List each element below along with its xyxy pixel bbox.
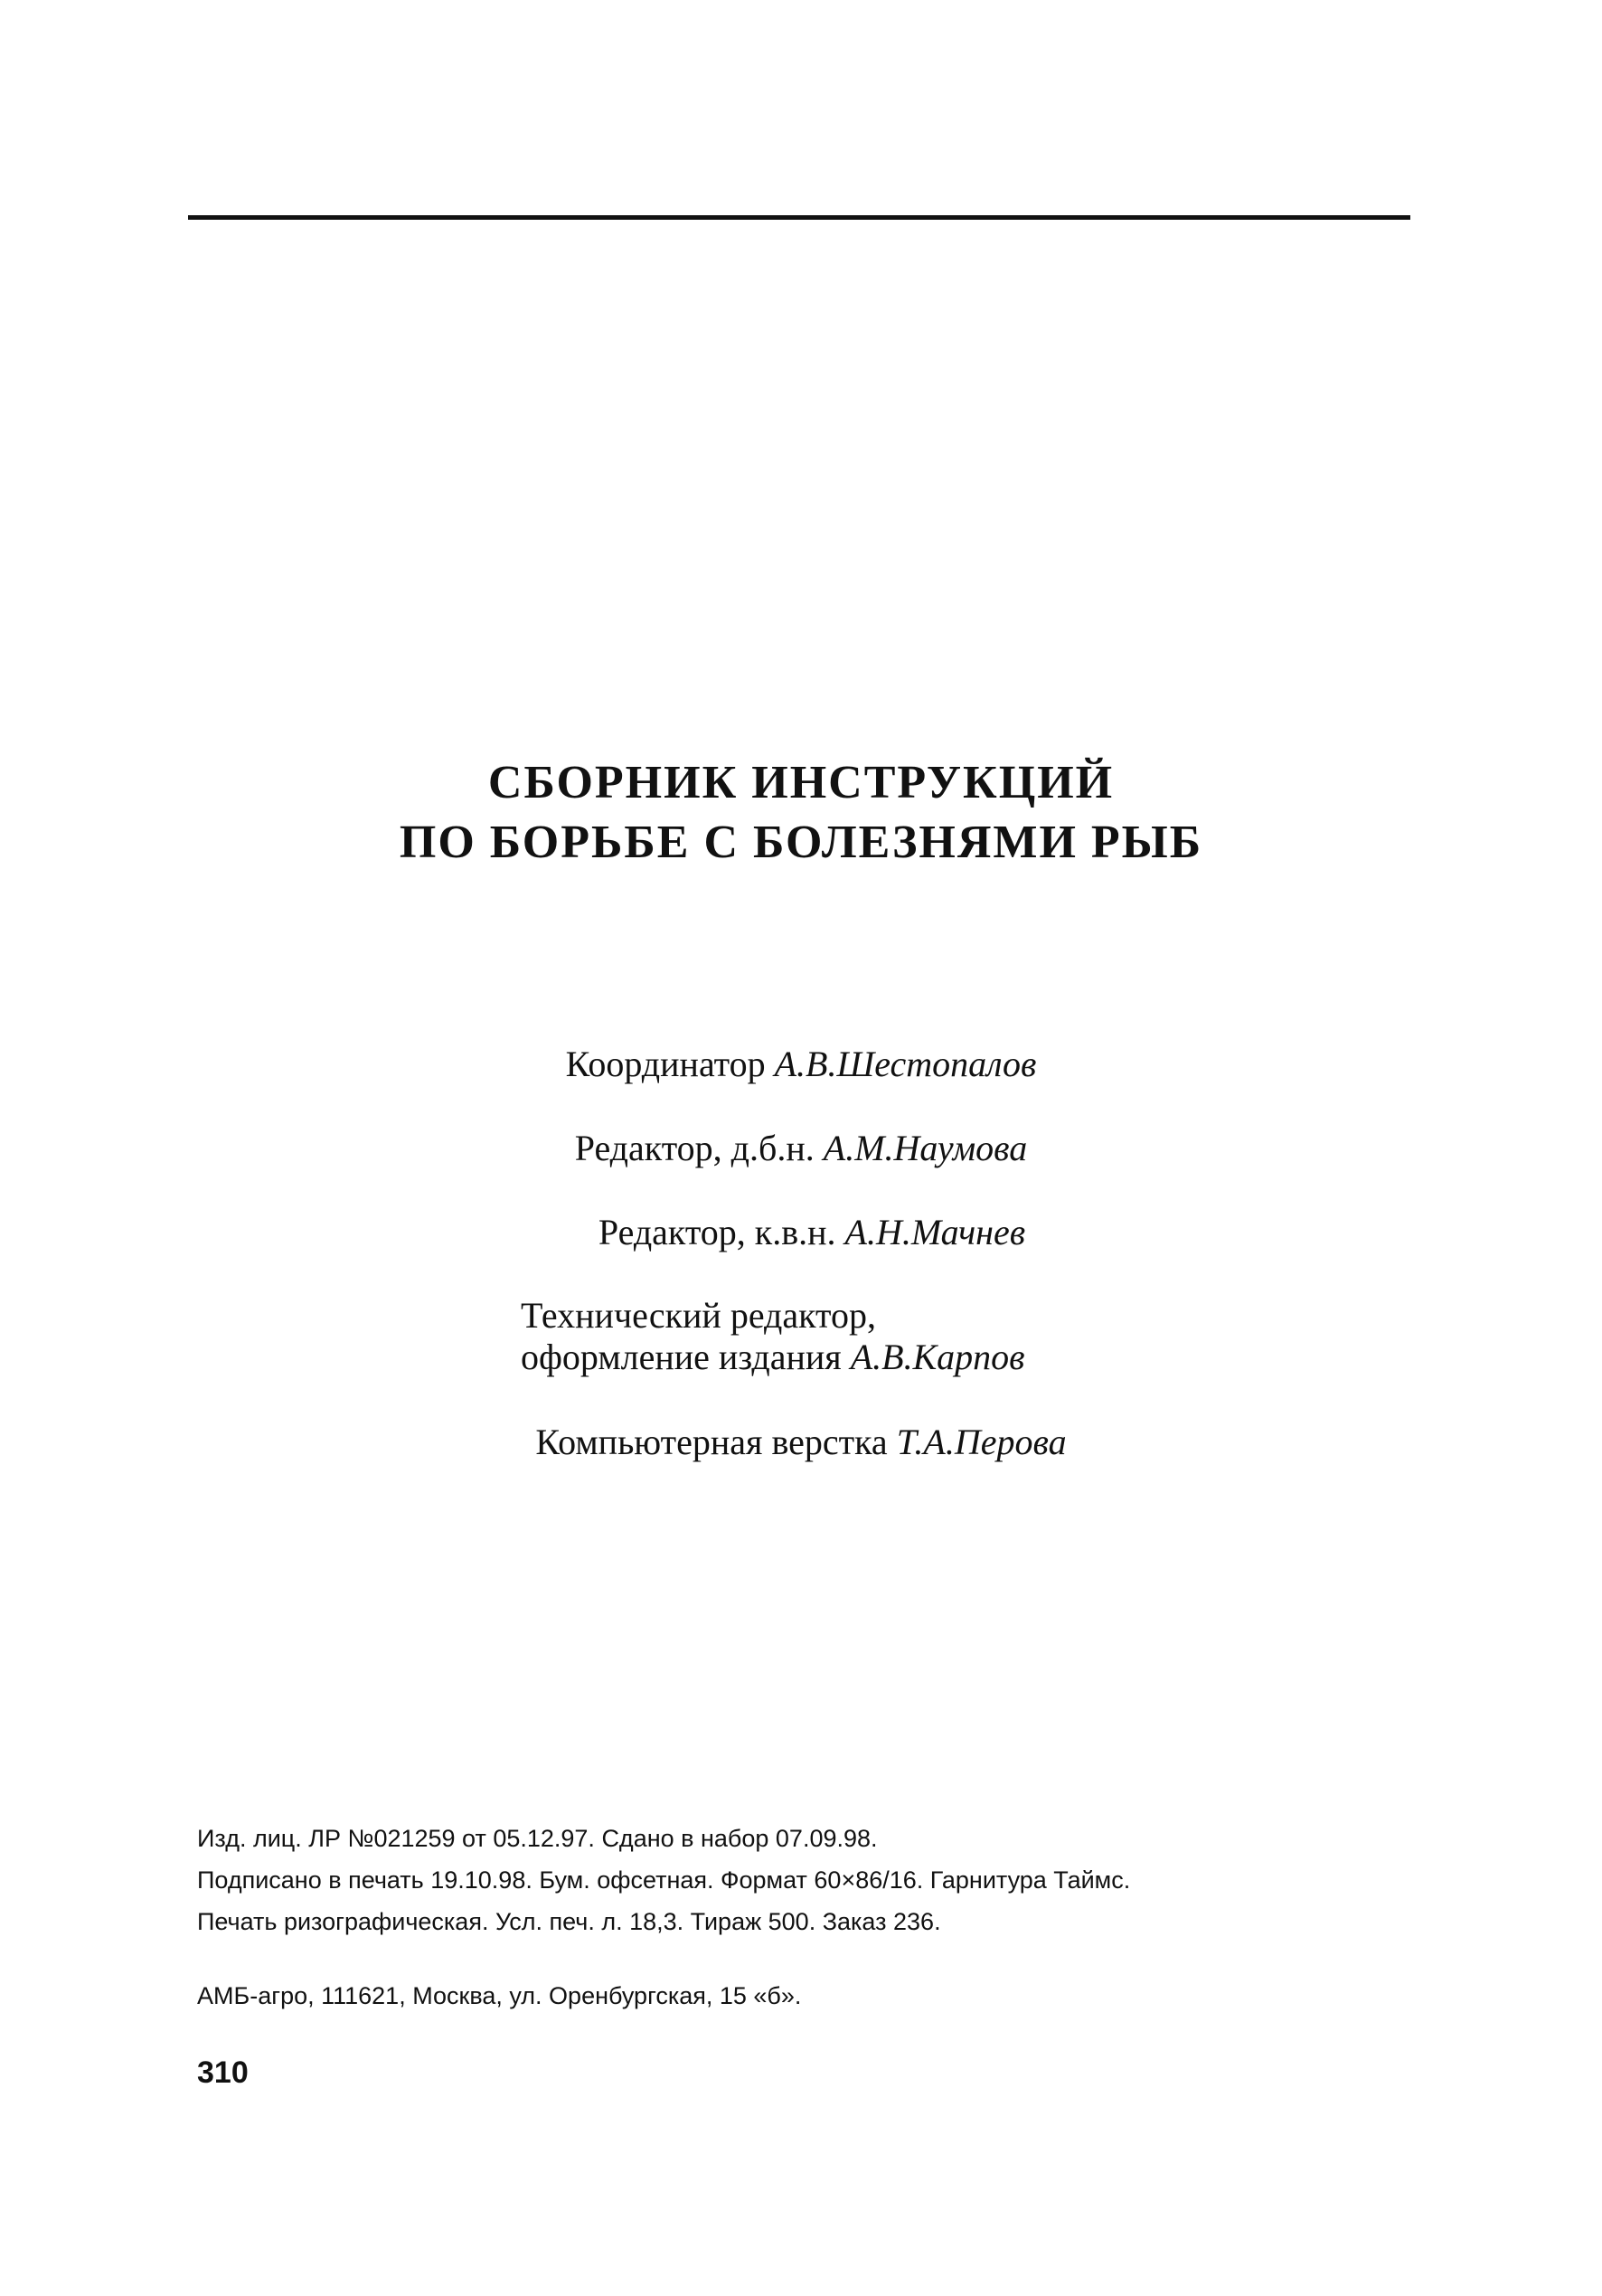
tech-editor-role-line-2-text: оформление издания — [521, 1337, 842, 1377]
editor-2-name: А.Н.Мачнев — [844, 1212, 1026, 1252]
imprint-line-3: Печать ризографическая. Усл. печ. л. 18,3. Тираж 500. Заказ 236. — [197, 1908, 941, 1935]
editor-1-name: А.М.Наумова — [823, 1128, 1028, 1168]
credit-editor-1 — [0, 1130, 1602, 1167]
credit-layout — [0, 1424, 1602, 1460]
layout-name: Т.А.Перова — [896, 1422, 1067, 1462]
tech-editor-role-line-1: Технический редактор, — [521, 1295, 877, 1336]
top-horizontal-rule — [188, 215, 1410, 220]
tech-editor-name: А.В.Карпов — [850, 1337, 1025, 1377]
credit-coordinator — [0, 1046, 1602, 1082]
coordinator-name: А.В.Шестопалов — [774, 1044, 1037, 1084]
imprint-line-1: Изд. лиц. ЛР №021259 от 05.12.97. Сдано в набор 07.09.98. — [197, 1825, 878, 1852]
page-number: 310 — [197, 2055, 249, 2090]
book-title-line-1: СБОРНИК ИНСТРУКЦИЙ — [487, 757, 1115, 808]
tech-editor-role-line-2 — [521, 1337, 1025, 1378]
imprint-line-2: Подписано в печать 19.10.98. Бум. офсетная. Формат 60×86/16. Гарнитура Таймс. — [197, 1866, 1131, 1894]
editor-1-role: Редактор, д.б.н. — [574, 1128, 815, 1168]
editor-2-role: Редактор, к.в.н. — [598, 1212, 836, 1252]
credit-technical-editor — [521, 1295, 1025, 1378]
publisher-address: АМБ-агро, 111621, Москва, ул. Оренбургская, 15 «б». — [197, 1982, 802, 2009]
credit-editor-2 — [11, 1214, 1602, 1251]
layout-role: Компьютерная верстка — [535, 1422, 888, 1462]
book-title-line-2: ПО БОРЬБЕ С БОЛЕЗНЯМИ РЫБ — [399, 817, 1203, 868]
coordinator-role: Координатор — [565, 1044, 766, 1084]
